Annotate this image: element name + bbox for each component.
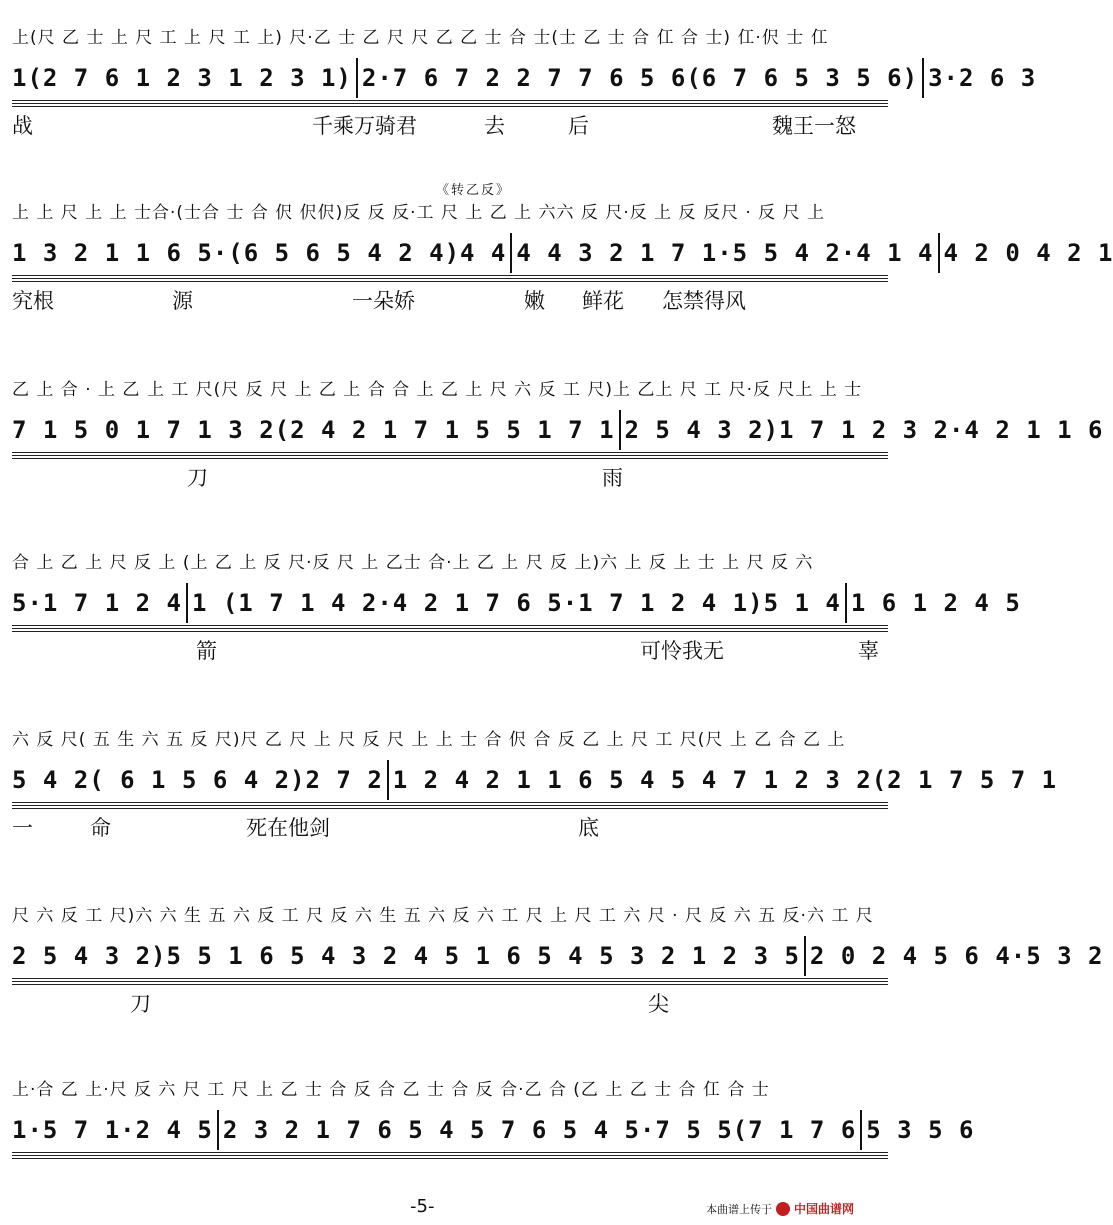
barline (938, 233, 940, 273)
rhythm-underline (12, 100, 888, 101)
source-note (706, 1200, 854, 1217)
measure-notes: 5 3 5 6 (866, 1116, 975, 1144)
gongche-notation-line: 乙 上 合 · 上 乙 上 工 尺(尺 反 尺 上 乙 上 合 合 上 乙 上 尺 六 反 工 尺)上 乙上 尺 工 尺·反 尺上 上 士 (12, 380, 863, 400)
lyric-text: 可怜我无 (640, 639, 724, 663)
rhythm-underline (12, 452, 888, 453)
measure-notes: 4 4 3 2 1 7 1·5 5 4 2·4 1 4 (516, 239, 934, 267)
barline (217, 1110, 219, 1150)
rhythm-underline (12, 106, 888, 107)
jianpu-notation-line (12, 1110, 975, 1150)
measure-notes: 2 0 2 4 5 6 4·5 3 2 (809, 942, 1104, 970)
rhythm-underline (12, 1155, 888, 1156)
rhythm-underline (12, 1158, 888, 1159)
lyric-text: 千乘万骑君 (312, 114, 417, 138)
barline (845, 583, 847, 623)
lyric-text: 刀 (187, 466, 208, 490)
rhythm-underline (12, 455, 888, 456)
mode-annotation: 《转乙反》 (436, 183, 512, 198)
gongche-notation-line: 上·合 乙 上·尺 反 六 尺 工 尺 上 乙 士 合 反 合 乙 士 合 反 合·乙 合 (乙 上 乙 士 合 仜 合 士 (12, 1080, 770, 1100)
score-system (0, 543, 1021, 693)
gongche-notation-line: 上(尺 乙 士 上 尺 工 上 尺 工 上) 尺·乙 士 乙 尺 尺 乙 乙 士 合 士(士 乙 士 合 仜 合 士) 仜·伬 士 仜 (12, 28, 829, 48)
lyrics-line (12, 988, 888, 1024)
lyric-text: 一 (12, 816, 33, 840)
lyric-text: 鲜花 (582, 289, 624, 313)
lyrics-line (12, 635, 888, 671)
lyrics-line (12, 462, 888, 498)
rhythm-underline (12, 628, 888, 629)
rhythm-underline (12, 802, 888, 803)
lyric-text: 源 (172, 289, 193, 313)
lyric-text: 刀 (130, 992, 151, 1016)
measure-notes: 1(2 7 6 1 2 3 1 2 3 1) (12, 64, 352, 92)
lyric-text: 死在他剑 (246, 816, 330, 840)
lyrics-line (12, 812, 888, 848)
lyric-text: 怎禁得风 (662, 289, 746, 313)
rhythm-underline (12, 281, 888, 282)
measure-notes: 2 3 2 1 7 6 5 4 5 7 6 5 4 5·7 5 5(7 1 7 6 (222, 1116, 857, 1144)
rhythm-underline (12, 103, 888, 104)
score-system (0, 18, 1037, 168)
rhythm-underline (12, 984, 888, 985)
measure-notes: 3·2 6 3 (928, 64, 1037, 92)
measure-notes: 1 2 4 2 1 1 6 5 4 5 4 7 1 2 3 2(2 1 7 5 7 1 (392, 766, 1058, 794)
measure-notes: 1 3 2 1 1 6 5·(6 5 6 5 4 2 4)4 4 (12, 239, 507, 267)
gongche-notation-line: 六 反 尺( 五 生 六 五 反 尺)尺 乙 尺 上 尺 反 尺 上 上 士 合 伬 合 反 乙 上 尺 工 尺(尺 上 乙 合 乙 上 (12, 730, 846, 750)
jianpu-notation-line (12, 760, 1058, 800)
measure-notes: 5·1 7 1 2 4 (12, 589, 182, 617)
jianpu-notation-line (12, 410, 1104, 450)
barline (387, 760, 389, 800)
rhythm-underline (12, 631, 888, 632)
measure-notes: 2 5 4 3 2)5 5 1 6 5 4 3 2 4 5 1 6 5 4 5 3 2 1 2 3 5 (12, 942, 800, 970)
measure-notes: 2 5 4 3 2)1 7 1 2 3 2·4 2 1 1 6 (624, 416, 1104, 444)
jianpu-notation-line (12, 583, 1021, 623)
barline (804, 936, 806, 976)
lyric-text: 一朵娇 (352, 289, 415, 313)
lyric-text: 去 (484, 114, 505, 138)
lyric-text: 魏王一怒 (772, 114, 856, 138)
barline (186, 583, 188, 623)
site-name: 中国曲谱网 (794, 1202, 855, 1216)
barline (619, 410, 621, 450)
rhythm-underline (12, 278, 888, 279)
lyric-text: 尖 (648, 992, 669, 1016)
gongche-notation-line: 上 上 尺 上 上 士合·(士合 士 合 伬 伬伬)反 反 反·工 尺 上 乙 上 六六 反 尺·反 上 反 反尺 · 反 尺 上 (12, 203, 825, 223)
rhythm-underline (12, 458, 888, 459)
measure-notes: 1 6 1 2 4 5 (850, 589, 1021, 617)
page-number: -5- (410, 1196, 435, 1217)
lyrics-line (12, 1162, 888, 1198)
lyric-text: 战 (12, 114, 33, 138)
barline (922, 58, 924, 98)
lyrics-line (12, 285, 888, 321)
rhythm-underline (12, 805, 888, 806)
measure-notes: 4 2 0 4 2 1 (943, 239, 1113, 267)
measure-notes: 1·5 7 1·2 4 5 (12, 1116, 213, 1144)
gongche-notation-line: 尺 六 反 工 尺)六 六 生 五 六 反 工 尺 反 六 生 五 六 反 六 工 尺 上 尺 工 六 尺 · 尺 反 六 五 反·六 工 尺 (12, 906, 874, 926)
lyric-text: 命 (90, 816, 111, 840)
measure-notes: 1 (1 7 1 4 2·4 2 1 7 6 5·1 7 1 2 4 1)5 1 4 (191, 589, 841, 617)
score-system (0, 1070, 975, 1220)
barline (356, 58, 358, 98)
site-logo-icon (776, 1202, 790, 1216)
score-system (0, 183, 1113, 343)
rhythm-underline (12, 808, 888, 809)
score-system (0, 370, 1104, 520)
jianpu-notation-line (12, 58, 1037, 98)
source-label: 本曲谱上传于 (706, 1202, 772, 1216)
measure-notes: 5 4 2( 6 1 5 6 4 2)2 7 2 (12, 766, 383, 794)
barline (860, 1110, 862, 1150)
lyric-text: 究根 (12, 289, 54, 313)
lyric-text: 嫩 (524, 289, 545, 313)
rhythm-underline (12, 625, 888, 626)
measure-notes: 2·7 6 7 2 2 7 7 6 5 6(6 7 6 5 3 5 6) (361, 64, 919, 92)
score-system (0, 896, 1104, 1046)
barline (510, 233, 512, 273)
rhythm-underline (12, 981, 888, 982)
lyric-text: 底 (578, 816, 599, 840)
score-system (0, 720, 1058, 870)
rhythm-underline (12, 978, 888, 979)
lyric-text: 辜 (858, 639, 879, 663)
gongche-notation-line: 合 上 乙 上 尺 反 上 (上 乙 上 反 尺·反 尺 上 乙士 合·上 乙 上 尺 反 上)六 上 反 上 士 上 尺 反 六 (12, 553, 814, 573)
rhythm-underline (12, 1152, 888, 1153)
lyrics-line (12, 110, 888, 146)
measure-notes: 7 1 5 0 1 7 1 3 2(2 4 2 1 7 1 5 5 1 7 1 (12, 416, 615, 444)
jianpu-notation-line (12, 233, 1113, 273)
jianpu-notation-line (12, 936, 1104, 976)
lyric-text: 箭 (196, 639, 217, 663)
rhythm-underline (12, 275, 888, 276)
lyric-text: 后 (568, 114, 589, 138)
lyric-text: 雨 (602, 466, 623, 490)
